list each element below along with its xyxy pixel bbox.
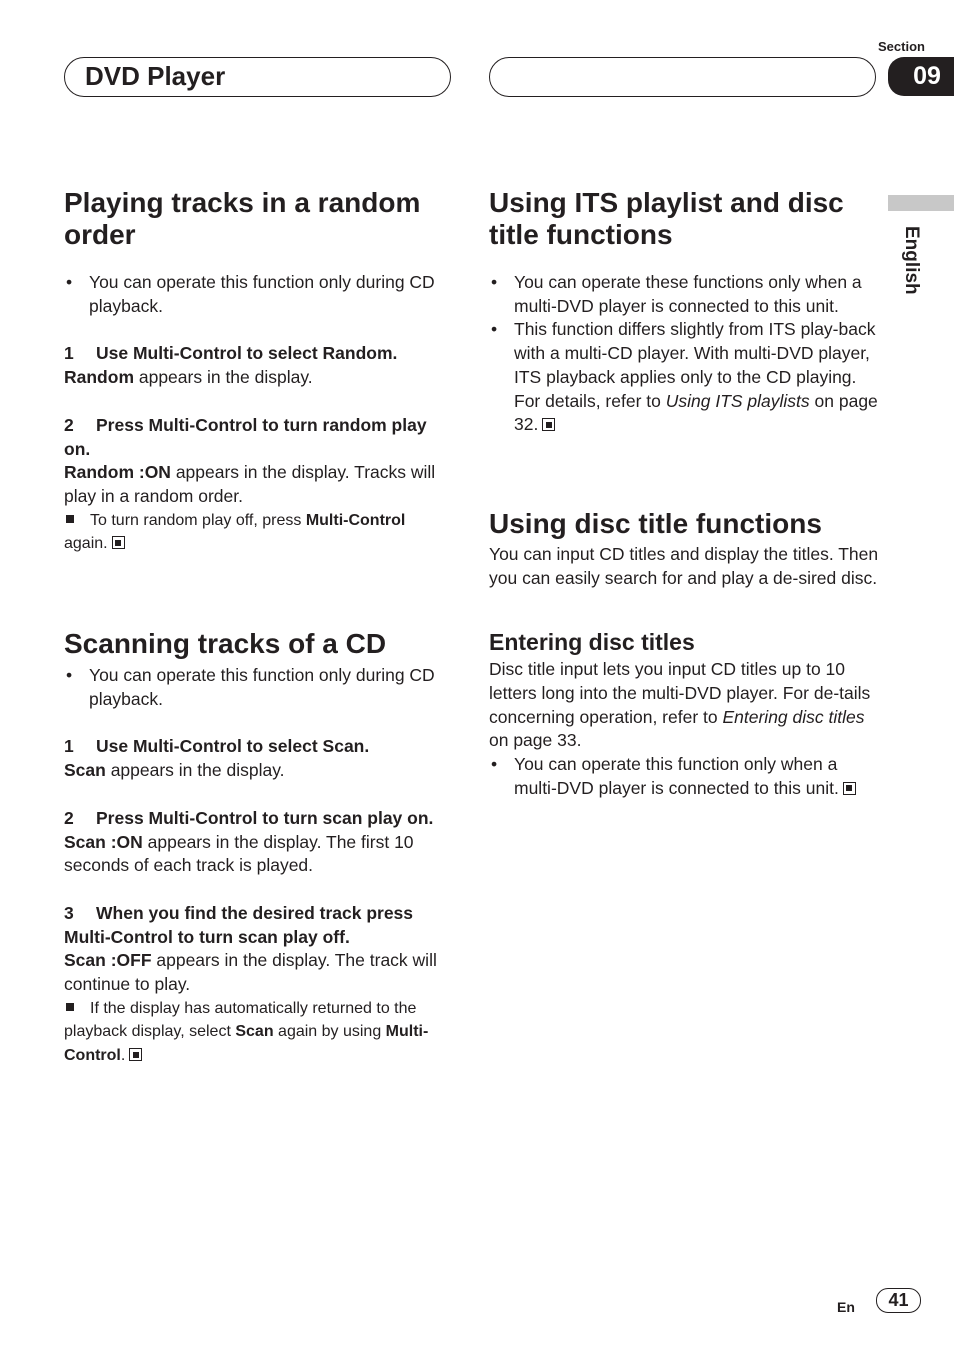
note-term: Multi-Control [64,1023,429,1065]
scan-step-2 [64,807,444,831]
step-number: 1 [64,343,74,364]
scan-step-3-desc [64,949,444,996]
cross-reference: Using ITS playlists [665,390,810,411]
display-term: Random [64,367,134,388]
step-number: 2 [64,807,74,828]
random-step-2 [64,414,444,461]
note-text: If the display has automatically returned to the playback display, select [64,999,417,1041]
bullet-text: on page 32. [514,390,878,435]
display-term: Scan [64,760,106,781]
entering-disc-titles-heading: Entering disc titles [489,629,695,656]
its-heading: Using ITS playlist and disc title functions [489,187,844,250]
section-number-badge: 09 [888,57,954,96]
chapter-header-pill [64,57,451,97]
scan-step-1 [64,735,444,759]
disc-title-intro: You can input CD titles and display the titles. Then you can easily search for and play a de-sired disc. [489,543,879,588]
scan-heading: Scanning tracks of a CD [64,628,387,660]
note-term: Multi-Control [305,511,406,529]
desc-text: appears in the display. The first 10 seconds of each track is played. [64,831,414,876]
scan-bullet: • You can operate this function only during CD playback. [64,664,444,711]
chapter-title: DVD Player [85,61,226,91]
scan-note [64,997,444,1068]
note-square-icon [66,1003,74,1011]
step-number: 1 [64,736,74,757]
note-text: To turn random play off, press [90,511,306,529]
scan-step-2-desc [64,831,444,878]
cross-reference: Entering disc titles [722,706,865,727]
bullet-text: You can operate this function only when a multi-DVD player is connected to this unit. [514,754,839,798]
note-term: Scan [235,1023,274,1041]
display-term: Scan :ON [64,831,143,852]
scan-step-1-desc [64,759,444,783]
note-text: . [120,1047,126,1065]
step-text: Press Multi-Control to turn scan play on. [96,807,434,828]
section-header-pill [489,57,876,97]
end-mark-icon [112,536,125,549]
body-text: on page 33. [489,730,582,751]
bullet-text: This function differs slightly from ITS play-back with a multi-CD player. With multi-DVD player, ITS playback applies only to the CD playing. For details, refer to [514,319,876,411]
disc-title-heading: Using disc title functions [489,507,822,539]
display-term: Scan :OFF [64,950,152,971]
desc-text: appears in the display. The track will continue to play. [64,950,437,995]
step-text: Use Multi-Control to select Random. [96,343,398,364]
its-bullet-1: • You can operate these functions only when a multi-DVD player is connected to this unit. [489,271,879,318]
random-note [64,509,444,556]
random-step-1 [64,342,444,366]
random-step-2-desc [64,461,444,508]
language-tab-label: English [901,226,922,295]
body-text: Disc title input lets you input CD titles up to 10 letters long into the multi-DVD player. For de-tails concerning operation, refer to [489,659,871,727]
step-text: Use Multi-Control to select Scan. [96,736,370,757]
step-number: 3 [64,902,74,923]
note-square-icon [66,515,74,523]
note-text: again by using [273,1023,386,1041]
end-mark-icon [542,418,555,431]
step-text: Press Multi-Control to turn random play on. [64,414,427,459]
random-bullet: • You can operate this function only during CD playback. [64,271,444,318]
random-step-1-desc [64,366,444,390]
desc-text: appears in the display. [134,367,313,388]
random-heading: Playing tracks in a random order [64,187,421,250]
entering-disc-titles-text [489,658,879,753]
disc-title-bullet [489,753,879,800]
section-label: Section [878,39,925,54]
page-number: 41 [876,1288,921,1313]
display-term: Random :ON [64,462,171,483]
footer-language: En [837,1299,855,1315]
step-text: When you find the desired track press Multi-Control to turn scan play off. [64,902,414,947]
note-text: again. [64,535,108,553]
right-column [489,187,879,801]
desc-text: appears in the display. Tracks will play in a random order. [64,462,436,506]
end-mark-icon [843,782,856,795]
desc-text: appears in the display. [105,760,285,781]
left-column [64,187,444,1068]
its-bullet-2 [489,318,879,437]
language-tab-bar [888,195,954,211]
step-number: 2 [64,414,74,435]
end-mark-icon [129,1048,142,1061]
scan-step-3 [64,902,444,949]
